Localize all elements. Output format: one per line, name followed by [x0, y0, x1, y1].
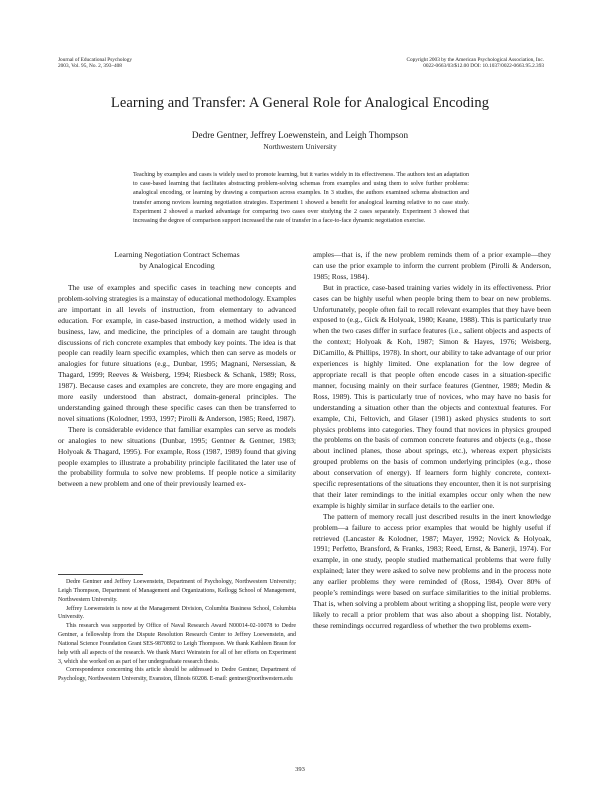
left-column-body: [58, 283, 296, 490]
copyright-notice: Copyright 2003 by the American Psychological Association, Inc.: [406, 57, 544, 63]
doi-line: 0022-0663/03/$12.00 DOI: 10.1037/0022-0663.95.2.393: [423, 63, 544, 70]
journal-volume: 2003, Vol. 95, No. 2, 393–408: [58, 63, 122, 70]
right-column-body: [313, 250, 551, 632]
journal-header: [58, 57, 132, 70]
affiliation: Northwestern University: [263, 142, 337, 151]
footnote-paragraph: Correspondence concerning this article should be addressed to Dedre Gentner, Department of Psychology, Northwestern University, Evanston, Illinois 60208. E-mail: gentner@northwestern.edu: [58, 667, 296, 683]
footnote-paragraph: Jeffrey Loewenstein is now at the Management Division, Columbia Business School, Columbia University.: [58, 605, 296, 621]
body-paragraph: The pattern of memory recall just described results in the inert knowledge problem—a failure to access prior examples that would be highly useful if retrieved (Lancaster & Kolodner, 1987; Mayer, 1992; Novick & Holyoak, 1991; Perfetto, Bransford, & Franks, 1983; Reed, Ernst, & Banerji, 1974). For example, in one study, people studied mathematical problems that were fully explained; later they were asked to solve new problems and in the process note any earlier problems they were reminded of (Ross, 1984). Over 80% of people’s remindings were based on surface similarities to the initial problems. That is, when solving a problem about writing a shopping list, people were very likely to recall a prior problem that was also about a shopping list. Notably, these remindings occurred regardless of whether the two problems exem-: [313, 511, 551, 630]
footnote-paragraph: Dedre Gentner and Jeffrey Loewenstein, Department of Psychology, Northwestern University; Leigh Thompson, Department of Management and Organizations, Kellogg School of Management, Northwestern University.: [58, 579, 296, 603]
body-paragraph: But in practice, case-based training varies widely in its effectiveness. Prior cases can be highly useful when people bring them to bear on new problems. Unfortunately, people often fail to recall relevant examples that they have been exposed to (e.g., Gick & Holyoak, 1980; Keane, 1988). This is particularly true when the two cases differ in surface features (i.e., salient objects and aspects of the context; Holyoak & Koh, 1987; Simon & Hayes, 1976; Weisberg, DiCamillo, & Phillips, 1978). In short, our ability to take advantage of our prior experiences is highly limited. One explanation for the low degree of appropriate recall is that people often encode cases in a situation-specific manner, focusing mainly on their surface features (Gentner, 1989; Medin & Ross, 1989). This is particularly true of novices, who may have no basis for understanding a situation other than the objects and contextual features. For example, Chi, Feltovich, and Glaser (1981) asked physics students to sort physics problems into categories. They found that novices in physics grouped the problems on the basis of common concrete features and objects (e.g., those about inclined planes, those about springs, etc.), whereas expert physicists grouped problems on the basis of common underlying principles (e.g., those about conservation of energy). If learners form highly concrete, context-specific representations of the situations they encounter, then it is not surprising that their later remindings to the initial examples occur only when the new example is highly similar in surface details to the earlier one.: [313, 282, 551, 510]
section-heading-line-1: Learning Negotiation Contract Schemas: [114, 250, 240, 259]
author-list: Dedre Gentner, Jeffrey Loewenstein, and Leigh Thompson: [191, 130, 409, 140]
abstract: Teaching by examples and cases is widely used to promote learning, but it varies widely in its effectiveness. The authors test an adaptation to case-based learning that facilitates abstracting problem-solving schemas from examples and using them to solve further problems: analogical encoding, or learning by drawing a comparison across examples. In 3 studies, the authors examined schema abstraction and transfer among novices learning negotiation strategies. Experiment 1 showed a benefit for analogical learning relative to no case study. Experiment 2 showed a marked advantage for comparing two cases over studying the 2 cases separately. Experiment 3 showed that increasing the degree of comparison support increased the rate of transfer in a face-to-face dynamic negotiation exercise.: [133, 172, 469, 225]
body-paragraph: The use of examples and specific cases in teaching new concepts and problem-solving strategies is a mainstay of educational methodology. Examples are important in all levels of instruction, from elementary to advanced education. For example, in case-based instruction, a method widely used in business, law, and medicine, the principles of a domain are taught through discussions of rich concrete examples that embody key points. The idea is that people can readily learn specific examples, which then can serve as models or analogies for future situations (e.g., Dunbar, 1995; Magnani, Nersessian, & Thagard, 1999; Reeves & Weisberg, 1994; Riesbeck & Schank, 1989; Ross, 1987). Because cases and examples are concrete, they are more engaging and more easily understood than abstract, domain-general principles. The understanding gained through these specific cases can then be transferred to novel situations (Kolodner, 1993, 1997; Pirolli & Anderson, 1985; Reed, 1987).: [58, 283, 296, 423]
section-heading-line-2: by Analogical Encoding: [139, 260, 215, 270]
author-note: [58, 578, 296, 684]
body-paragraph: There is considerable evidence that familiar examples can serve as models or analogies to new situations (Dunbar, 1995; Gentner & Gentner, 1983; Holyoak & Thagard, 1995). For example, Ross (1987, 1989) found that giving people examples to illustrate a probability principle facilitated the later use of the probability formula to solve new problems. If people notice a similarity between a new problem and one of their previously learned ex-: [58, 424, 296, 489]
article-title: Learning and Transfer: A General Role for Analogical Encoding: [110, 95, 490, 111]
section-heading: [58, 250, 296, 271]
copyright-header: [406, 57, 544, 70]
page-number: 393: [295, 766, 305, 773]
journal-name: Journal of Educational Psychology: [58, 57, 132, 63]
body-paragraph: amples—that is, if the new problem reminds them of a prior example—they can use the prior example to inform the current problem (Pirolli & Anderson, 1985; Ross, 1984).: [313, 250, 551, 281]
footnote-divider: [58, 574, 143, 575]
footnote-paragraph: This research was supported by Office of Naval Research Award N00014-02-10078 to Dedre Gentner, a fellowship from the Dispute Resolution Research Center to Jeffrey Loewenstein, and National Science Foundation Grant SES-9870892 to Leigh Thompson. We thank Kathleen Braun for help with all aspects of the research. We thank Marci Weinstein for all of her efforts on Experiment 3, which she worked on as part of her undergraduate research thesis.: [58, 623, 296, 665]
